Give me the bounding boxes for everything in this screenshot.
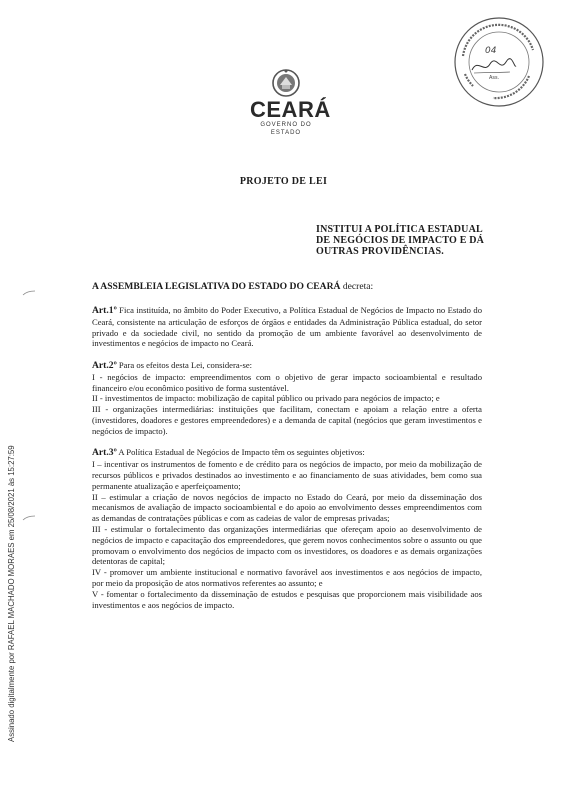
- article-intro: A Política Estadual de Negócios de Impacto têm os seguintes objetivos:: [116, 447, 365, 458]
- margin-mark-icon: [22, 515, 36, 521]
- article-item: III - estimular o fortalecimento das organizações intermediárias que ofereçam apoio ao desenvolvimento de negócios de impacto e capacitação dos empreendedores, que gerem novos conhecimentos sobre o assunto ou que promovam o envolvimento dos negócios de impacto com os investidores, os doadores e as demais organizações detentoras de capital;: [92, 523, 482, 567]
- enacting-clause: [92, 281, 482, 292]
- article-item: II – estimular a criação de novos negócios de impacto no Estado do Ceará, por meio da disseminação dos mecanismos de avaliação de impacto socioambiental e do apoio ao envolvimento desses empreendimentos com as demandas de contratações públicas e com as cadeias de valor de empresas privadas;: [92, 491, 482, 524]
- stamp-number: 04: [485, 46, 497, 56]
- document-title: PROJETO DE LEI: [239, 176, 328, 187]
- article-item: III - organizações intermediárias: instituições que facilitam, conectam e apoiam a relação entre a oferta (investidores, doadores e gestores empreendedores) e a demanda de capital (negócios que geram investimentos e negócios de impacto).: [92, 404, 482, 436]
- crest-icon: [271, 68, 301, 98]
- enacting-clause-rest: decreta:: [340, 281, 374, 292]
- digital-signature-note: Assinado digitalmente por RAFAEL MACHADO MORAES em 25/08/2021 às 15:27:59: [7, 445, 16, 742]
- logo-subtitle: GOVERNO DO ESTADO: [260, 122, 312, 136]
- article-2: [92, 360, 482, 372]
- enacting-clause-bold: A ASSEMBLEIA LEGISLATIVA DO ESTADO DO CEARÁ: [92, 281, 341, 292]
- bill-body: [92, 305, 482, 610]
- article-item: II - investimentos de impacto: mobilização de capital público ou privado para negócios de impacto; e: [92, 393, 440, 404]
- bill-summary: INSTITUI A POLÍTICA ESTADUAL DE NEGÓCIOS DE IMPACTO E DÁ OUTRAS PROVIDÊNCIAS.: [316, 224, 485, 257]
- article-label: Art.1º: [92, 305, 117, 316]
- margin-mark-icon: [22, 290, 36, 296]
- article-label: Art.3º: [92, 447, 117, 459]
- signature-scribble-icon: [470, 56, 518, 76]
- article-item: V - fomentar o fortalecimento da disseminação de estudos e pesquisas que proporcionem mais visibilidade aos investimentos e aos negócios de impacto.: [92, 588, 482, 610]
- stamp-signature-caption: Ass.: [489, 75, 500, 81]
- article-text: Fica instituída, no âmbito do Poder Executivo, a Política Estadual de Negócios de Impacto no Estado do Ceará, consistente na articulação de esforços de órgãos e entidades da Administração Pública estadual, do setor privado e da sociedade civil, no sentido da promoção de um ambiente favorável ao desenvolvimento de investimentos e negócios de impacto no Ceará.: [92, 305, 482, 349]
- article-1: [92, 305, 482, 349]
- article-item: I – incentivar os instrumentos de fomento e de crédito para os negócios de impacto, por meio da mobilização de recursos públicos e privados destinados ao investimento e ao financiamento de suas atividades, bem como sua permanente atualização e aperfeiçoamento;: [92, 459, 482, 491]
- ceara-logo: [250, 68, 331, 137]
- article-3: [92, 447, 482, 459]
- article-item: I - negócios de impacto: empreendimentos com o objetivo de gerar impacto socioambiental e resultado financeiro e/ou econômico positivo de forma sustentável.: [92, 371, 482, 393]
- article-label: Art.2º: [92, 359, 117, 371]
- article-intro: Para os efeitos desta Lei, considera-se:: [116, 359, 253, 370]
- article-item: IV - promover um ambiente institucional e normativo favorável aos investimentos e aos negócios de impacto, por meio da proposição de atos normativos referentes ao assunto; e: [92, 567, 482, 588]
- logo-wordmark: CEARÁ: [250, 97, 331, 122]
